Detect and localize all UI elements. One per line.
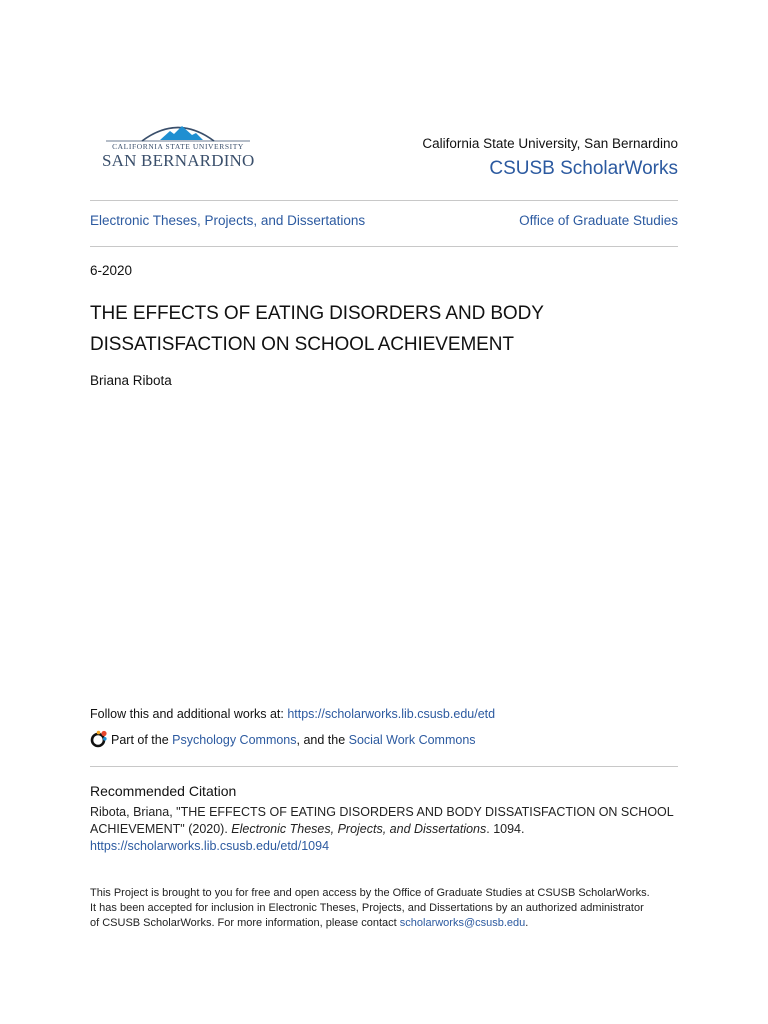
citation-url-link[interactable]: https://scholarworks.lib.csusb.edu/etd/1094 [90, 839, 330, 853]
citation-line-2 [90, 821, 678, 838]
document-title [90, 298, 650, 360]
citation-line-2-end: . 1094. [486, 822, 525, 836]
logo-line-2: SAN BERNARDINO [102, 151, 255, 170]
social-work-commons-link[interactable]: Social Work Commons [348, 733, 476, 747]
divider-top [90, 200, 678, 201]
notice-line-1: This Project is brought to you for free and open access by the Office of Graduate Studies at CSUSB ScholarWorks. [90, 887, 650, 899]
commons-middle: , and the [296, 733, 349, 747]
university-logo[interactable] [102, 120, 254, 176]
citation-line-1: Ribota, Briana, "THE EFFECTS OF EATING DISORDERS AND BODY DISSATISFACTION ON SCHOOL [90, 805, 674, 819]
notice-line-3 [90, 916, 680, 931]
notice-line-2: It has been accepted for inclusion in Electronic Theses, Projects, and Dissertations by an authorized administrator [90, 902, 644, 914]
divider-citation [90, 766, 678, 767]
commons-prefix: Part of the [111, 733, 173, 747]
repository-link[interactable]: CSUSB ScholarWorks [489, 158, 678, 179]
citation-line-2-start: ACHIEVEMENT" (2020). [90, 822, 232, 836]
follow-url-link[interactable]: https://scholarworks.lib.csusb.edu/etd [287, 707, 496, 721]
citation-text [90, 804, 678, 855]
follow-prefix: Follow this and additional works at: [90, 707, 288, 721]
logo-line-1: CALIFORNIA STATE UNIVERSITY [112, 142, 244, 151]
notice-line-3-start: of CSUSB ScholarWorks. For more information, please contact [90, 917, 400, 929]
follow-line [90, 707, 495, 721]
header [90, 118, 678, 188]
publication-date: 6-2020 [90, 263, 133, 278]
title-line-1: THE EFFECTS OF EATING DISORDERS AND BODY [90, 303, 544, 324]
commons-network-icon [90, 730, 108, 748]
mountain-logo-icon [102, 120, 254, 142]
office-link[interactable]: Office of Graduate Studies [519, 213, 678, 228]
citation-heading: Recommended Citation [90, 783, 237, 799]
divider-nav [90, 246, 678, 247]
collection-link[interactable]: Electronic Theses, Projects, and Dissertations [90, 213, 366, 228]
notice-line-3-end: . [525, 917, 529, 929]
university-name: California State University, San Bernardino [422, 136, 678, 151]
commons-line [90, 730, 476, 750]
contact-email-link[interactable]: scholarworks@csusb.edu [399, 917, 526, 929]
citation-series: Electronic Theses, Projects, and Dissertations [231, 822, 487, 836]
author-name: Briana Ribota [90, 373, 172, 388]
cover-page [90, 0, 678, 1024]
title-line-2: DISSATISFACTION ON SCHOOL ACHIEVEMENT [90, 334, 514, 355]
psychology-commons-link[interactable]: Psychology Commons [172, 733, 297, 747]
access-notice [90, 886, 680, 931]
